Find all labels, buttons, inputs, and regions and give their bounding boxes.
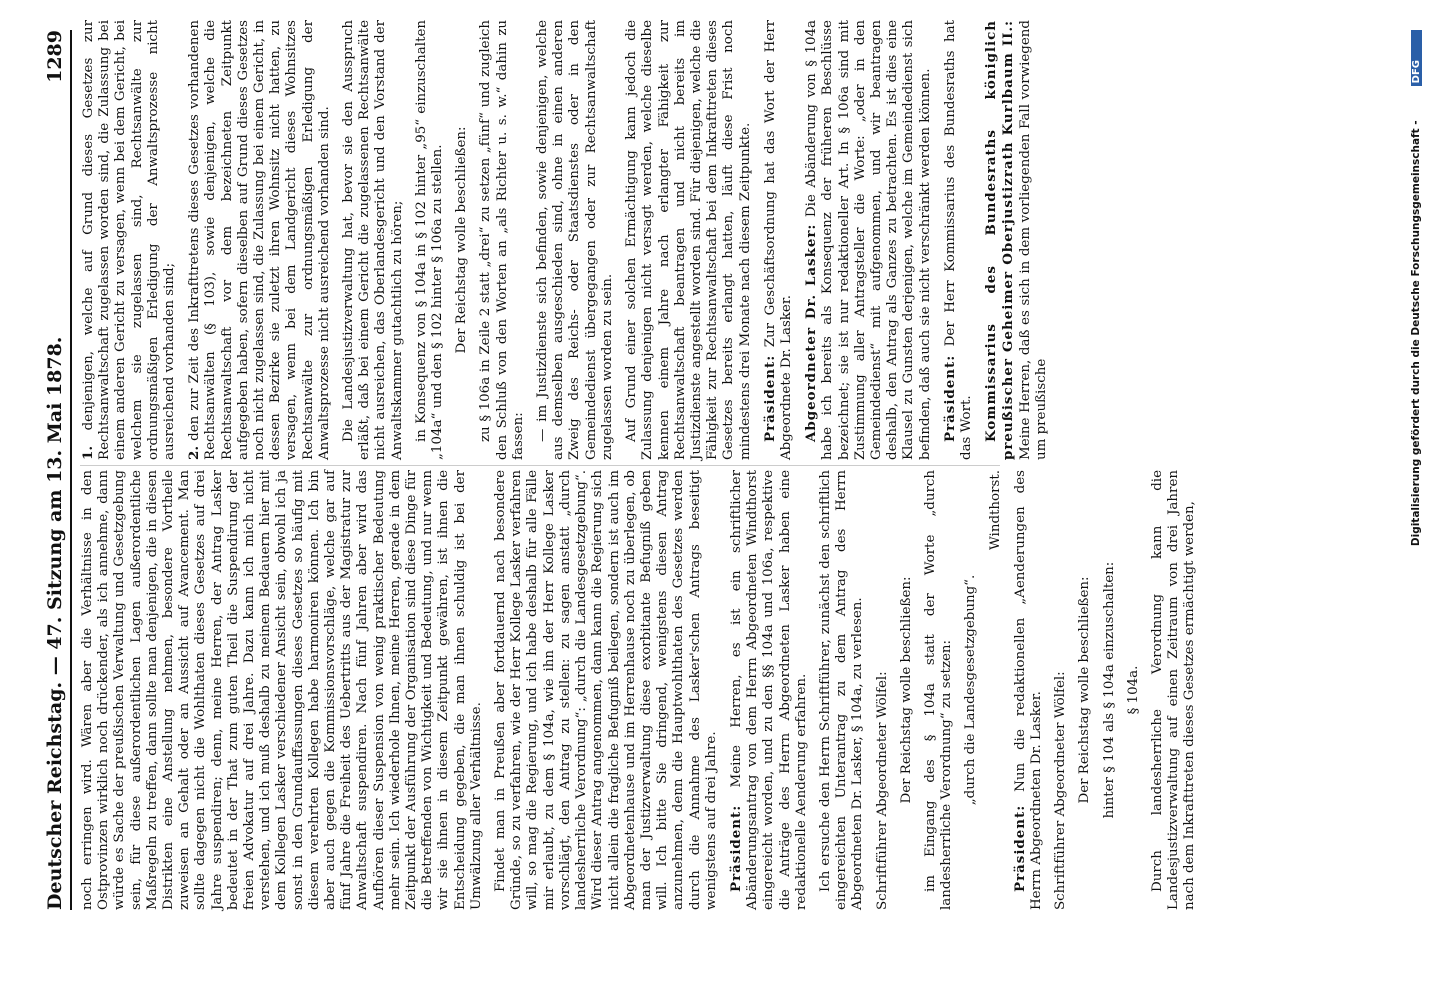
item-text: denjenigen, welche auf Grund dieses Gesetzes zur Rechtsanwaltschaft zugelassen worden sind, die Zulassung bei einem anderen Gericht zu versagen, wenn bei dem Gericht, bei welchem sie zugelassen sind, Rechtsanwälte zur ordnungsmäßigen Erledigung der Anwaltsprozesse nicht ausreichend vorhanden sind;	[81, 20, 178, 460]
paragraph	[762, 20, 795, 460]
speech-text: Der Herr Kommissarius des Bundesraths hat das Wort.	[942, 20, 974, 460]
motion-text: „durch die Landesgesetzgebung“.	[963, 574, 979, 806]
speaker-label: Schriftführer Abgeordneter Wölfel:	[1053, 671, 1069, 910]
page-header	[40, 30, 72, 910]
item-number: 2.	[186, 446, 203, 460]
item-number: 1.	[80, 446, 96, 460]
column-divider	[80, 465, 1000, 466]
item-text: den zur Zeit des Inkrafttretens dieses Gesetzes vorhandenen Rechtsanwälten (§ 103), sowie denjenigen, welche die Rechtsanwaltschaft vor dem bezeichneten Zeitpunkt aufgegeben haben, sofern dieselben auf Grund dieses Gesetzes noch nicht zugelassen sind, die Zulassung bei einem Gericht, in dessen Bezirke sie zuletzt ihren Wohnsitz nicht hatten, zu versagen, wenn bei dem Landgericht dieses Wohnsitzes Rechtsanwälte zur ordnungsmäßigen Erledigung der Anwaltsprozesse nicht ausreichend vorhanden sind.	[187, 20, 332, 460]
digitization-credit	[1410, 0, 1422, 1000]
speech-text: Meine Herren, es ist ein schriftlicher Abänderungsantrag von dem Herrn Abgeordneten Windthorst eingereicht worden, und zu den §§ 104a und 106a, respektive die Anträge des Herrn Abgeordneten Lasker haben eine redaktionelle Aenderung erfahren.	[728, 470, 809, 910]
motion-heading: Der Reichstag wolle beschließen:	[454, 126, 470, 354]
speech-text: Die Abänderung von § 104a habe ich bereits als Konsequenz der früheren Beschlüsse bezeichnet; sie ist nur redaktioneller Art. In § 106a sind mit Zustimmung aller Antragsteller die Worte: „oder in den Gemeindedienst“ mit aufgenommen, und wir beantragen deshalb, den Antrag als Ganzes zu betrachten. Es ist dies eine Klausel zu Gunsten derjenigen, welche im Gemeindedienst sich befinden, daß auch sie nicht verschränkt werden können.	[804, 20, 933, 460]
speaker-label: Präsident:	[1011, 804, 1028, 892]
speaker-label: Präsident:	[727, 804, 744, 892]
paragraph	[983, 20, 1050, 460]
paragraph	[728, 470, 810, 910]
paragraph: in Konsequenz von § 104a in § 102 hinter „95“ einzuschalten „104a“ und den § 102 hinter § 106a zu stellen.	[413, 20, 446, 460]
paragraph	[1012, 470, 1045, 910]
left-column	[80, 470, 1207, 910]
paragraph	[942, 20, 975, 460]
speaker-label: Kommissarius des Bundesraths königlich preußischer Geheimer Oberjustizrath Kurlbaum II.:	[983, 20, 1017, 460]
dfg-logo: DFG	[1411, 30, 1422, 86]
credit-text: Digitalisierung gefördert durch die Deutsche Forschungsgemeinschaft -	[1410, 120, 1422, 547]
list-item	[80, 20, 178, 460]
motion-heading: Der Reichstag wolle beschließen:	[898, 576, 914, 804]
speech-text: Zur Geschäftsordnung hat das Wort der Herr Abgeordnete Dr. Lasker.	[762, 20, 794, 460]
paragraph: Durch landesherrliche Verordnung kann die Landesjustizverwaltung auf einen Zeitraum von drei Jahren nach dem Inkrafttreten dieses Gesetzes ermächtigt werden,	[1149, 470, 1198, 910]
motion-heading: Der Reichstag wolle beschließen:	[1077, 576, 1093, 804]
speech-text: Meine Herren, daß es sich in dem vorliegenden Fall vorwiegend um preußische	[1017, 20, 1049, 460]
list-item	[186, 20, 333, 460]
right-column	[80, 20, 1058, 460]
paragraph: Ich ersuche den Herrn Schriftführer, zunächst den schriftlich eingereichten Unterantrag zu dem Antrag des Herrn Abgeordneten Dr. Lasker, § 104a, zu verlesen.	[817, 470, 866, 910]
paragraph	[803, 20, 934, 460]
paragraph: Auf Grund einer solchen Ermächtigung kann jedoch die Zulassung denjenigen nicht versagt werden, welche dieselbe kennen einem Jahre nach erlangter Fähigkeit zur Rechtsanwaltschaft beantragen und nicht bereits im Justizdienste angestellt worden sind. Für diejenigen, welche die Fähigkeit zur Rechtsanwaltschaft bei dem Inkrafttreten dieses Gesetzes bereits erlangt hatten, läuft diese Frist noch mindestens drei Monate nach diesem Zeitpunkte.	[624, 20, 753, 460]
section-number: § 104a.	[1125, 665, 1141, 715]
motion-text: im Eingang des § 104a statt der Worte „durch landesherrliche Verordnung“ zu setzen:	[922, 470, 955, 910]
speaker-label: Abgeordneter Dr. Lasker:	[803, 223, 820, 442]
paragraph: Findet man in Preußen aber fortdauernd nach besondere Gründe, so zu verfahren, wie der Herr Kollege Lasker verfahren will, so mag die Regierung, und ich habe deshalb für alle Fälle mir erlaubt, zu dem § 104a, wie ihn der Herr Kollege Lasker vorschlägt, den Antrag zu stellen: zu sagen anstatt „durch landesherrliche Verordnung“: „durch die Landesgesetzgebung“. Wird dieser Antrag angenommen, dann kann die Regierung sich nicht allein die fragliche Befugniß beilegen, sondern ist auch im Abgeordnetenhause und im Herrenhause noch zu überlegen, ob man der Justizverwaltung diese exorbitante Befugniß geben will. Ich bitte Sie dringend, wenigstens diesen Antrag anzunehmen, denn die Hauptwohlthaten des Gesetzes werden durch die Annahme des Lasker'schen Antrags beseitigt wenigstens auf drei Jahre.	[493, 470, 719, 910]
speaker-label: Präsident:	[761, 354, 778, 442]
page-number: 1289	[44, 30, 66, 83]
motion-text: hinter § 104 als § 104a einzuschalten:	[1101, 561, 1117, 819]
running-head: Deutscher Reichstag. — 47. Sitzung am 13. Mai 1878.	[44, 336, 66, 910]
speaker-label: Schriftführer Abgeordneter Wölfel:	[874, 671, 890, 910]
speaker-label: Präsident:	[941, 354, 958, 442]
signature: Windthorst.	[987, 470, 1003, 550]
paragraph: — im Justizdienste sich befinden, sowie denjenigen, welche aus demselben ausgeschieden sind, ohne in einen anderen Zweig des Reichs- oder Staatsdienstes oder in den Gemeindedienst übergegangen oder zur Rechtsanwaltschaft zugelassen worden zu sein.	[535, 20, 615, 460]
paragraph: zu § 106a in Zeile 2 statt „drei“ zu setzen „fünf“ und zugleich den Schluß von den Worten an „als Richter u. s. w.“ dahin zu fassen:	[478, 20, 526, 460]
speech-text: Nun die redaktionellen „Aenderungen des Herrn Abgeordneten Dr. Lasker.	[1012, 470, 1044, 910]
paragraph: noch erringen wird. Wären aber die Verhältnisse in den Ostprovinzen wirklich noch drückender, als ich annehme, dann würde es Sache der preußischen Verwaltung und Gesetzgebung sein, für diese außerordentlichen Lagen außerordentliche Maßregeln zu treffen, dann sollte man denjenigen, die in diesen Distrikten eine Anstellung nehmen, besondere Vortheile zuweisen an Gehalt oder an Aussicht auf Avancement. Man sollte dagegen nicht die Wohlthaten dieses Gesetzes auf drei Jahre suspendiren; denn, meine Herren, der Antrag Lasker bedeutet in der That zum guten Theil die Suspendirung der freien Advokatur auf drei Jahre. Dazu kann ich mich nicht verstehen, und ich muß deshalb zu meinem Bedauern hier mit dem Kollegen Lasker verschiedener Ansicht sein, obwohl ich ja sonst in den Grundauffassungen dieses Gesetzes so häufig mit diesem verehrten Kollegen habe harmoniren können. Ich bin aber auch gegen die Kommissionsvorschläge, welche gar auf fünf Jahre die Freiheit des Uebertritts aus der Magistratur zur Anwaltschaft suspendiren. Nach fünf Jahren aber wird das Aufhören dieser Suspension von wenig praktischer Bedeutung mehr sein. Ich wiederhole Ihnen, meine Herren, gerade in dem Zeitpunkt der Ausführung der Organisation sind diese Dinge für die Betreffenden von Wichtigkeit und Bedeutung, und nur wenn wir sie ihnen in diesem Zeitpunkt gewähren, ist ihnen die Entscheidung gegeben, die man ihnen schuldig ist bei der Umwälzung aller Verhältnisse.	[80, 470, 484, 910]
paragraph: Die Landesjustizverwaltung hat, bevor sie den Ausspruch erläßt, daß bei einem Gericht die zugelassenen Rechtsanwälte nicht ausreichen, das Oberlandesgericht und den Vorstand der Anwaltskammer gutachtlich zu hören;	[341, 20, 405, 460]
